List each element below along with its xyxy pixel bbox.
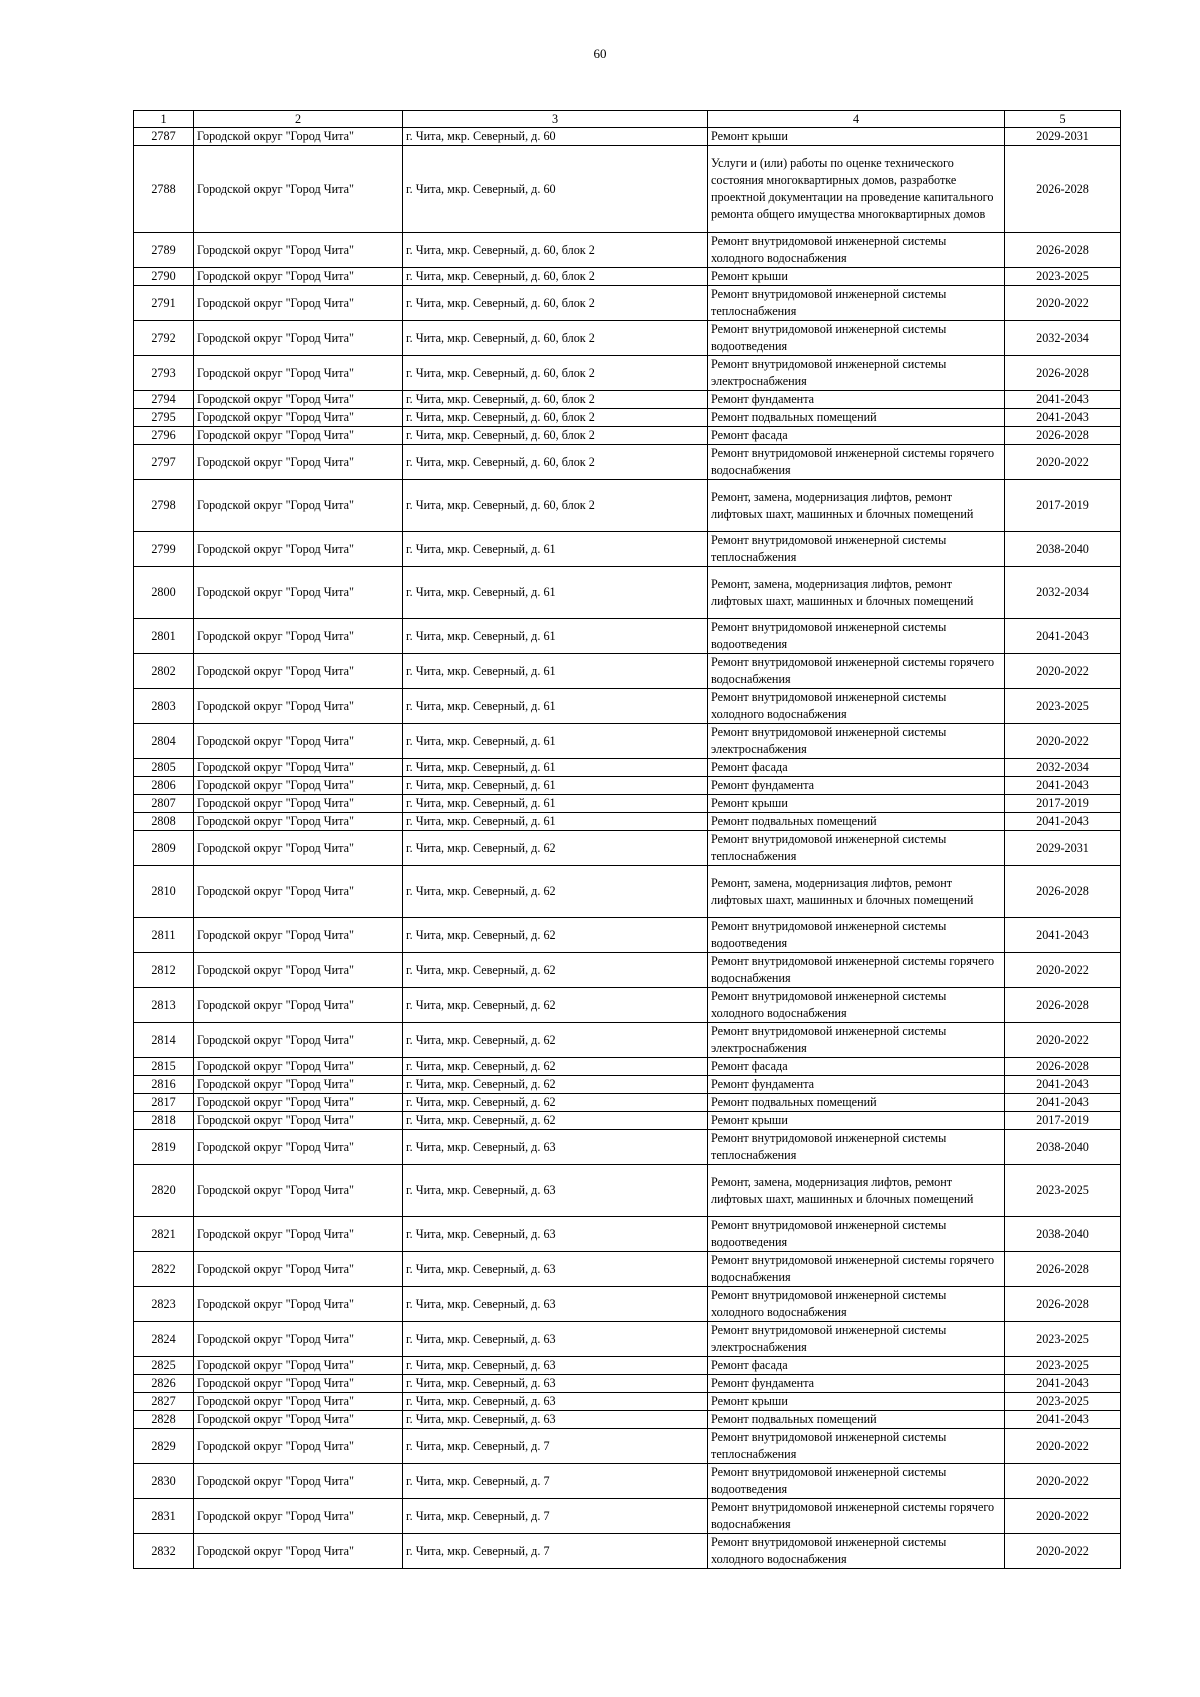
work-type-cell: Ремонт внутридомовой инженерной системы теплоснабжения bbox=[708, 1429, 1005, 1464]
work-type-cell: Ремонт внутридомовой инженерной системы водоотведения bbox=[708, 321, 1005, 356]
row-number-cell: 2797 bbox=[134, 445, 194, 480]
row-number-cell: 2813 bbox=[134, 988, 194, 1023]
address-cell: г. Чита, мкр. Северный, д. 62 bbox=[403, 918, 708, 953]
municipality-cell: Городской округ "Город Чита" bbox=[194, 427, 403, 445]
table-row bbox=[134, 1076, 1121, 1094]
work-type-cell: Ремонт подвальных помещений bbox=[708, 1411, 1005, 1429]
row-number-cell: 2798 bbox=[134, 480, 194, 532]
column-header-years: 5 bbox=[1005, 111, 1121, 128]
column-header-work-type: 4 bbox=[708, 111, 1005, 128]
years-cell: 2023-2025 bbox=[1005, 1322, 1121, 1357]
years-cell: 2020-2022 bbox=[1005, 1464, 1121, 1499]
table-row bbox=[134, 689, 1121, 724]
row-number-cell: 2815 bbox=[134, 1058, 194, 1076]
municipality-cell: Городской округ "Город Чита" bbox=[194, 654, 403, 689]
row-number-cell: 2819 bbox=[134, 1130, 194, 1165]
municipality-cell: Городской округ "Город Чита" bbox=[194, 1130, 403, 1165]
years-cell: 2041-2043 bbox=[1005, 813, 1121, 831]
table-row bbox=[134, 918, 1121, 953]
address-cell: г. Чита, мкр. Северный, д. 7 bbox=[403, 1464, 708, 1499]
work-type-cell: Ремонт подвальных помещений bbox=[708, 409, 1005, 427]
work-type-cell: Ремонт внутридомовой инженерной системы водоотведения bbox=[708, 619, 1005, 654]
municipality-cell: Городской округ "Город Чита" bbox=[194, 233, 403, 268]
table-row bbox=[134, 268, 1121, 286]
table-row bbox=[134, 813, 1121, 831]
table-row bbox=[134, 1094, 1121, 1112]
municipality-cell: Городской округ "Город Чита" bbox=[194, 1464, 403, 1499]
years-cell: 2020-2022 bbox=[1005, 445, 1121, 480]
table-row bbox=[134, 1375, 1121, 1393]
address-cell: г. Чита, мкр. Северный, д. 62 bbox=[403, 1094, 708, 1112]
municipality-cell: Городской округ "Город Чита" bbox=[194, 391, 403, 409]
years-cell: 2020-2022 bbox=[1005, 953, 1121, 988]
address-cell: г. Чита, мкр. Северный, д. 63 bbox=[403, 1165, 708, 1217]
years-cell: 2032-2034 bbox=[1005, 759, 1121, 777]
work-type-cell: Ремонт внутридомовой инженерной системы электроснабжения bbox=[708, 724, 1005, 759]
address-cell: г. Чита, мкр. Северный, д. 61 bbox=[403, 759, 708, 777]
table-row bbox=[134, 1393, 1121, 1411]
years-cell: 2017-2019 bbox=[1005, 795, 1121, 813]
address-cell: г. Чита, мкр. Северный, д. 61 bbox=[403, 619, 708, 654]
work-type-cell: Ремонт внутридомовой инженерной системы горячего водоснабжения bbox=[708, 953, 1005, 988]
table-row bbox=[134, 445, 1121, 480]
table-row bbox=[134, 128, 1121, 146]
address-cell: г. Чита, мкр. Северный, д. 7 bbox=[403, 1429, 708, 1464]
work-type-cell: Ремонт, замена, модернизация лифтов, ремонт лифтовых шахт, машинных и блочных помещений bbox=[708, 480, 1005, 532]
work-type-cell: Ремонт фасада bbox=[708, 1058, 1005, 1076]
municipality-cell: Городской округ "Город Чита" bbox=[194, 1534, 403, 1569]
work-type-cell: Ремонт внутридомовой инженерной системы электроснабжения bbox=[708, 356, 1005, 391]
municipality-cell: Городской округ "Город Чита" bbox=[194, 1165, 403, 1217]
table-row bbox=[134, 1112, 1121, 1130]
work-type-cell: Ремонт фундамента bbox=[708, 777, 1005, 795]
work-type-cell: Ремонт внутридомовой инженерной системы водоотведения bbox=[708, 1217, 1005, 1252]
work-type-cell: Ремонт фундамента bbox=[708, 1076, 1005, 1094]
work-type-cell: Ремонт внутридомовой инженерной системы водоотведения bbox=[708, 1464, 1005, 1499]
table-row bbox=[134, 1023, 1121, 1058]
years-cell: 2026-2028 bbox=[1005, 988, 1121, 1023]
row-number-cell: 2807 bbox=[134, 795, 194, 813]
years-cell: 2020-2022 bbox=[1005, 1499, 1121, 1534]
row-number-cell: 2805 bbox=[134, 759, 194, 777]
row-number-cell: 2802 bbox=[134, 654, 194, 689]
years-cell: 2038-2040 bbox=[1005, 1130, 1121, 1165]
work-type-cell: Ремонт внутридомовой инженерной системы холодного водоснабжения bbox=[708, 1287, 1005, 1322]
work-type-cell: Ремонт внутридомовой инженерной системы горячего водоснабжения bbox=[708, 1252, 1005, 1287]
years-cell: 2032-2034 bbox=[1005, 321, 1121, 356]
address-cell: г. Чита, мкр. Северный, д. 63 bbox=[403, 1411, 708, 1429]
municipality-cell: Городской округ "Город Чита" bbox=[194, 1094, 403, 1112]
municipality-cell: Городской округ "Город Чита" bbox=[194, 1322, 403, 1357]
row-number-cell: 2800 bbox=[134, 567, 194, 619]
years-cell: 2023-2025 bbox=[1005, 268, 1121, 286]
row-number-cell: 2808 bbox=[134, 813, 194, 831]
years-cell: 2026-2028 bbox=[1005, 866, 1121, 918]
municipality-cell: Городской округ "Город Чита" bbox=[194, 1429, 403, 1464]
municipality-cell: Городской округ "Город Чита" bbox=[194, 689, 403, 724]
row-number-cell: 2804 bbox=[134, 724, 194, 759]
address-cell: г. Чита, мкр. Северный, д. 62 bbox=[403, 1112, 708, 1130]
address-cell: г. Чита, мкр. Северный, д. 60 bbox=[403, 146, 708, 233]
work-type-cell: Ремонт внутридомовой инженерной системы водоотведения bbox=[708, 918, 1005, 953]
address-cell: г. Чита, мкр. Северный, д. 61 bbox=[403, 777, 708, 795]
row-number-cell: 2829 bbox=[134, 1429, 194, 1464]
work-type-cell: Ремонт фундамента bbox=[708, 391, 1005, 409]
municipality-cell: Городской округ "Город Чита" bbox=[194, 831, 403, 866]
table-row bbox=[134, 321, 1121, 356]
table-row bbox=[134, 866, 1121, 918]
municipality-cell: Городской округ "Город Чита" bbox=[194, 1252, 403, 1287]
column-header-municipality: 2 bbox=[194, 111, 403, 128]
table-row bbox=[134, 146, 1121, 233]
municipality-cell: Городской округ "Город Чита" bbox=[194, 321, 403, 356]
address-cell: г. Чита, мкр. Северный, д. 60, блок 2 bbox=[403, 409, 708, 427]
row-number-cell: 2826 bbox=[134, 1375, 194, 1393]
years-cell: 2020-2022 bbox=[1005, 724, 1121, 759]
table-row bbox=[134, 1287, 1121, 1322]
years-cell: 2041-2043 bbox=[1005, 1411, 1121, 1429]
years-cell: 2041-2043 bbox=[1005, 409, 1121, 427]
table-row bbox=[134, 1411, 1121, 1429]
municipality-cell: Городской округ "Город Чита" bbox=[194, 918, 403, 953]
work-type-cell: Ремонт, замена, модернизация лифтов, ремонт лифтовых шахт, машинных и блочных помещений bbox=[708, 567, 1005, 619]
table-row bbox=[134, 427, 1121, 445]
row-number-cell: 2828 bbox=[134, 1411, 194, 1429]
table-row bbox=[134, 953, 1121, 988]
years-cell: 2017-2019 bbox=[1005, 1112, 1121, 1130]
address-cell: г. Чита, мкр. Северный, д. 61 bbox=[403, 567, 708, 619]
years-cell: 2041-2043 bbox=[1005, 777, 1121, 795]
row-number-cell: 2820 bbox=[134, 1165, 194, 1217]
row-number-cell: 2814 bbox=[134, 1023, 194, 1058]
years-cell: 2038-2040 bbox=[1005, 532, 1121, 567]
municipality-cell: Городской округ "Город Чита" bbox=[194, 777, 403, 795]
municipality-cell: Городской округ "Город Чита" bbox=[194, 1076, 403, 1094]
years-cell: 2026-2028 bbox=[1005, 1287, 1121, 1322]
municipality-cell: Городской округ "Город Чита" bbox=[194, 866, 403, 918]
address-cell: г. Чита, мкр. Северный, д. 7 bbox=[403, 1499, 708, 1534]
row-number-cell: 2806 bbox=[134, 777, 194, 795]
table-row bbox=[134, 1322, 1121, 1357]
municipality-cell: Городской округ "Город Чита" bbox=[194, 409, 403, 427]
years-cell: 2023-2025 bbox=[1005, 1393, 1121, 1411]
row-number-cell: 2799 bbox=[134, 532, 194, 567]
municipality-cell: Городской округ "Город Чита" bbox=[194, 1287, 403, 1322]
work-type-cell: Ремонт, замена, модернизация лифтов, ремонт лифтовых шахт, машинных и блочных помещений bbox=[708, 1165, 1005, 1217]
table-row bbox=[134, 233, 1121, 268]
work-type-cell: Ремонт внутридомовой инженерной системы холодного водоснабжения bbox=[708, 1534, 1005, 1569]
address-cell: г. Чита, мкр. Северный, д. 62 bbox=[403, 988, 708, 1023]
years-cell: 2026-2028 bbox=[1005, 146, 1121, 233]
row-number-cell: 2831 bbox=[134, 1499, 194, 1534]
row-number-cell: 2816 bbox=[134, 1076, 194, 1094]
work-type-cell: Ремонт крыши bbox=[708, 1393, 1005, 1411]
years-cell: 2026-2028 bbox=[1005, 233, 1121, 268]
address-cell: г. Чита, мкр. Северный, д. 63 bbox=[403, 1130, 708, 1165]
row-number-cell: 2810 bbox=[134, 866, 194, 918]
municipality-cell: Городской округ "Город Чита" bbox=[194, 268, 403, 286]
work-type-cell: Ремонт внутридомовой инженерной системы теплоснабжения bbox=[708, 1130, 1005, 1165]
address-cell: г. Чита, мкр. Северный, д. 60, блок 2 bbox=[403, 427, 708, 445]
years-cell: 2041-2043 bbox=[1005, 619, 1121, 654]
address-cell: г. Чита, мкр. Северный, д. 60 bbox=[403, 128, 708, 146]
table-row bbox=[134, 409, 1121, 427]
table-row bbox=[134, 391, 1121, 409]
table-row bbox=[134, 567, 1121, 619]
table-row bbox=[134, 1499, 1121, 1534]
address-cell: г. Чита, мкр. Северный, д. 62 bbox=[403, 1023, 708, 1058]
table-body bbox=[134, 128, 1121, 1569]
work-type-cell: Ремонт подвальных помещений bbox=[708, 1094, 1005, 1112]
table-row bbox=[134, 1165, 1121, 1217]
municipality-cell: Городской округ "Город Чита" bbox=[194, 759, 403, 777]
municipality-cell: Городской округ "Город Чита" bbox=[194, 286, 403, 321]
work-type-cell: Ремонт, замена, модернизация лифтов, ремонт лифтовых шахт, машинных и блочных помещений bbox=[708, 866, 1005, 918]
table-row bbox=[134, 759, 1121, 777]
municipality-cell: Городской округ "Город Чита" bbox=[194, 1357, 403, 1375]
municipality-cell: Городской округ "Город Чита" bbox=[194, 988, 403, 1023]
municipality-cell: Городской округ "Город Чита" bbox=[194, 1393, 403, 1411]
municipality-cell: Городской округ "Город Чита" bbox=[194, 795, 403, 813]
address-cell: г. Чита, мкр. Северный, д. 61 bbox=[403, 689, 708, 724]
row-number-cell: 2825 bbox=[134, 1357, 194, 1375]
address-cell: г. Чита, мкр. Северный, д. 63 bbox=[403, 1375, 708, 1393]
years-cell: 2020-2022 bbox=[1005, 654, 1121, 689]
row-number-cell: 2790 bbox=[134, 268, 194, 286]
address-cell: г. Чита, мкр. Северный, д. 60, блок 2 bbox=[403, 391, 708, 409]
address-cell: г. Чита, мкр. Северный, д. 61 bbox=[403, 724, 708, 759]
municipality-cell: Городской округ "Город Чита" bbox=[194, 724, 403, 759]
municipality-cell: Городской округ "Город Чита" bbox=[194, 567, 403, 619]
years-cell: 2041-2043 bbox=[1005, 1076, 1121, 1094]
work-type-cell: Ремонт фундамента bbox=[708, 1375, 1005, 1393]
work-type-cell: Ремонт внутридомовой инженерной системы теплоснабжения bbox=[708, 831, 1005, 866]
row-number-cell: 2830 bbox=[134, 1464, 194, 1499]
work-type-cell: Ремонт крыши bbox=[708, 128, 1005, 146]
row-number-cell: 2793 bbox=[134, 356, 194, 391]
work-type-cell: Услуги и (или) работы по оценке технического состояния многоквартирных домов, разработке проектной документации на проведение капитального ремонта общего имущества многоквартирных домов bbox=[708, 146, 1005, 233]
row-number-cell: 2787 bbox=[134, 128, 194, 146]
years-cell: 2026-2028 bbox=[1005, 356, 1121, 391]
address-cell: г. Чита, мкр. Северный, д. 60, блок 2 bbox=[403, 480, 708, 532]
work-type-cell: Ремонт крыши bbox=[708, 795, 1005, 813]
years-cell: 2032-2034 bbox=[1005, 567, 1121, 619]
municipality-cell: Городской округ "Город Чита" bbox=[194, 146, 403, 233]
address-cell: г. Чита, мкр. Северный, д. 62 bbox=[403, 831, 708, 866]
address-cell: г. Чита, мкр. Северный, д. 63 bbox=[403, 1322, 708, 1357]
years-cell: 2020-2022 bbox=[1005, 1429, 1121, 1464]
years-cell: 2023-2025 bbox=[1005, 689, 1121, 724]
work-type-cell: Ремонт внутридомовой инженерной системы холодного водоснабжения bbox=[708, 233, 1005, 268]
address-cell: г. Чита, мкр. Северный, д. 62 bbox=[403, 953, 708, 988]
table-row bbox=[134, 619, 1121, 654]
years-cell: 2023-2025 bbox=[1005, 1165, 1121, 1217]
years-cell: 2029-2031 bbox=[1005, 831, 1121, 866]
municipality-cell: Городской округ "Город Чита" bbox=[194, 1217, 403, 1252]
row-number-cell: 2812 bbox=[134, 953, 194, 988]
row-number-cell: 2821 bbox=[134, 1217, 194, 1252]
municipality-cell: Городской округ "Город Чита" bbox=[194, 1023, 403, 1058]
years-cell: 2026-2028 bbox=[1005, 1252, 1121, 1287]
work-type-cell: Ремонт фасада bbox=[708, 1357, 1005, 1375]
work-type-cell: Ремонт фасада bbox=[708, 427, 1005, 445]
row-number-cell: 2791 bbox=[134, 286, 194, 321]
header-row bbox=[134, 111, 1121, 128]
address-cell: г. Чита, мкр. Северный, д. 61 bbox=[403, 654, 708, 689]
row-number-cell: 2801 bbox=[134, 619, 194, 654]
municipality-cell: Городской округ "Город Чита" bbox=[194, 619, 403, 654]
row-number-cell: 2788 bbox=[134, 146, 194, 233]
table-row bbox=[134, 831, 1121, 866]
municipality-cell: Городской округ "Город Чита" bbox=[194, 1058, 403, 1076]
years-cell: 2038-2040 bbox=[1005, 1217, 1121, 1252]
address-cell: г. Чита, мкр. Северный, д. 60, блок 2 bbox=[403, 286, 708, 321]
municipality-cell: Городской округ "Город Чита" bbox=[194, 356, 403, 391]
table-row bbox=[134, 532, 1121, 567]
years-cell: 2020-2022 bbox=[1005, 286, 1121, 321]
table-row bbox=[134, 988, 1121, 1023]
address-cell: г. Чита, мкр. Северный, д. 63 bbox=[403, 1252, 708, 1287]
row-number-cell: 2789 bbox=[134, 233, 194, 268]
address-cell: г. Чита, мкр. Северный, д. 62 bbox=[403, 1076, 708, 1094]
municipality-cell: Городской округ "Город Чита" bbox=[194, 1112, 403, 1130]
row-number-cell: 2822 bbox=[134, 1252, 194, 1287]
address-cell: г. Чита, мкр. Северный, д. 60, блок 2 bbox=[403, 445, 708, 480]
table-row bbox=[134, 654, 1121, 689]
table-row bbox=[134, 1357, 1121, 1375]
address-cell: г. Чита, мкр. Северный, д. 7 bbox=[403, 1534, 708, 1569]
address-cell: г. Чита, мкр. Северный, д. 61 bbox=[403, 813, 708, 831]
years-cell: 2041-2043 bbox=[1005, 391, 1121, 409]
work-type-cell: Ремонт внутридомовой инженерной системы теплоснабжения bbox=[708, 286, 1005, 321]
table-row bbox=[134, 356, 1121, 391]
municipality-cell: Городской округ "Город Чита" bbox=[194, 1499, 403, 1534]
row-number-cell: 2792 bbox=[134, 321, 194, 356]
table-row bbox=[134, 286, 1121, 321]
municipality-cell: Городской округ "Город Чита" bbox=[194, 480, 403, 532]
years-cell: 2041-2043 bbox=[1005, 1375, 1121, 1393]
years-cell: 2026-2028 bbox=[1005, 427, 1121, 445]
table-row bbox=[134, 1058, 1121, 1076]
work-type-cell: Ремонт внутридомовой инженерной системы холодного водоснабжения bbox=[708, 689, 1005, 724]
row-number-cell: 2817 bbox=[134, 1094, 194, 1112]
address-cell: г. Чита, мкр. Северный, д. 63 bbox=[403, 1217, 708, 1252]
table-row bbox=[134, 795, 1121, 813]
address-cell: г. Чита, мкр. Северный, д. 60, блок 2 bbox=[403, 233, 708, 268]
municipality-cell: Городской округ "Город Чита" bbox=[194, 953, 403, 988]
address-cell: г. Чита, мкр. Северный, д. 60, блок 2 bbox=[403, 356, 708, 391]
table-row bbox=[134, 1429, 1121, 1464]
years-cell: 2023-2025 bbox=[1005, 1357, 1121, 1375]
address-cell: г. Чита, мкр. Северный, д. 60, блок 2 bbox=[403, 268, 708, 286]
address-cell: г. Чита, мкр. Северный, д. 61 bbox=[403, 532, 708, 567]
work-type-cell: Ремонт внутридомовой инженерной системы теплоснабжения bbox=[708, 532, 1005, 567]
row-number-cell: 2795 bbox=[134, 409, 194, 427]
work-type-cell: Ремонт крыши bbox=[708, 268, 1005, 286]
table-row bbox=[134, 777, 1121, 795]
work-type-cell: Ремонт фасада bbox=[708, 759, 1005, 777]
capital-repair-table bbox=[133, 110, 1121, 1569]
work-type-cell: Ремонт внутридомовой инженерной системы горячего водоснабжения bbox=[708, 654, 1005, 689]
address-cell: г. Чита, мкр. Северный, д. 63 bbox=[403, 1357, 708, 1375]
address-cell: г. Чита, мкр. Северный, д. 63 bbox=[403, 1287, 708, 1322]
page-number: 60 bbox=[593, 46, 607, 61]
row-number-cell: 2824 bbox=[134, 1322, 194, 1357]
table-row bbox=[134, 724, 1121, 759]
work-type-cell: Ремонт крыши bbox=[708, 1112, 1005, 1130]
municipality-cell: Городской округ "Город Чита" bbox=[194, 1411, 403, 1429]
municipality-cell: Городской округ "Город Чита" bbox=[194, 1375, 403, 1393]
years-cell: 2041-2043 bbox=[1005, 1094, 1121, 1112]
municipality-cell: Городской округ "Город Чита" bbox=[194, 445, 403, 480]
table-row bbox=[134, 1130, 1121, 1165]
address-cell: г. Чита, мкр. Северный, д. 60, блок 2 bbox=[403, 321, 708, 356]
column-header-number: 1 bbox=[134, 111, 194, 128]
work-type-cell: Ремонт подвальных помещений bbox=[708, 813, 1005, 831]
years-cell: 2026-2028 bbox=[1005, 1058, 1121, 1076]
address-cell: г. Чита, мкр. Северный, д. 62 bbox=[403, 1058, 708, 1076]
row-number-cell: 2818 bbox=[134, 1112, 194, 1130]
table-row bbox=[134, 480, 1121, 532]
years-cell: 2020-2022 bbox=[1005, 1023, 1121, 1058]
work-type-cell: Ремонт внутридомовой инженерной системы горячего водоснабжения bbox=[708, 445, 1005, 480]
column-header-address: 3 bbox=[403, 111, 708, 128]
row-number-cell: 2823 bbox=[134, 1287, 194, 1322]
municipality-cell: Городской округ "Город Чита" bbox=[194, 128, 403, 146]
address-cell: г. Чита, мкр. Северный, д. 63 bbox=[403, 1393, 708, 1411]
row-number-cell: 2796 bbox=[134, 427, 194, 445]
work-type-cell: Ремонт внутридомовой инженерной системы электроснабжения bbox=[708, 1322, 1005, 1357]
years-cell: 2017-2019 bbox=[1005, 480, 1121, 532]
row-number-cell: 2827 bbox=[134, 1393, 194, 1411]
work-type-cell: Ремонт внутридомовой инженерной системы холодного водоснабжения bbox=[708, 988, 1005, 1023]
table-row bbox=[134, 1217, 1121, 1252]
table-row bbox=[134, 1252, 1121, 1287]
row-number-cell: 2794 bbox=[134, 391, 194, 409]
table-row bbox=[134, 1534, 1121, 1569]
municipality-cell: Городской округ "Город Чита" bbox=[194, 813, 403, 831]
address-cell: г. Чита, мкр. Северный, д. 61 bbox=[403, 795, 708, 813]
years-cell: 2041-2043 bbox=[1005, 918, 1121, 953]
years-cell: 2029-2031 bbox=[1005, 128, 1121, 146]
years-cell: 2020-2022 bbox=[1005, 1534, 1121, 1569]
row-number-cell: 2803 bbox=[134, 689, 194, 724]
work-type-cell: Ремонт внутридомовой инженерной системы горячего водоснабжения bbox=[708, 1499, 1005, 1534]
row-number-cell: 2811 bbox=[134, 918, 194, 953]
address-cell: г. Чита, мкр. Северный, д. 62 bbox=[403, 866, 708, 918]
table-row bbox=[134, 1464, 1121, 1499]
municipality-cell: Городской округ "Город Чита" bbox=[194, 532, 403, 567]
work-type-cell: Ремонт внутридомовой инженерной системы электроснабжения bbox=[708, 1023, 1005, 1058]
row-number-cell: 2832 bbox=[134, 1534, 194, 1569]
row-number-cell: 2809 bbox=[134, 831, 194, 866]
